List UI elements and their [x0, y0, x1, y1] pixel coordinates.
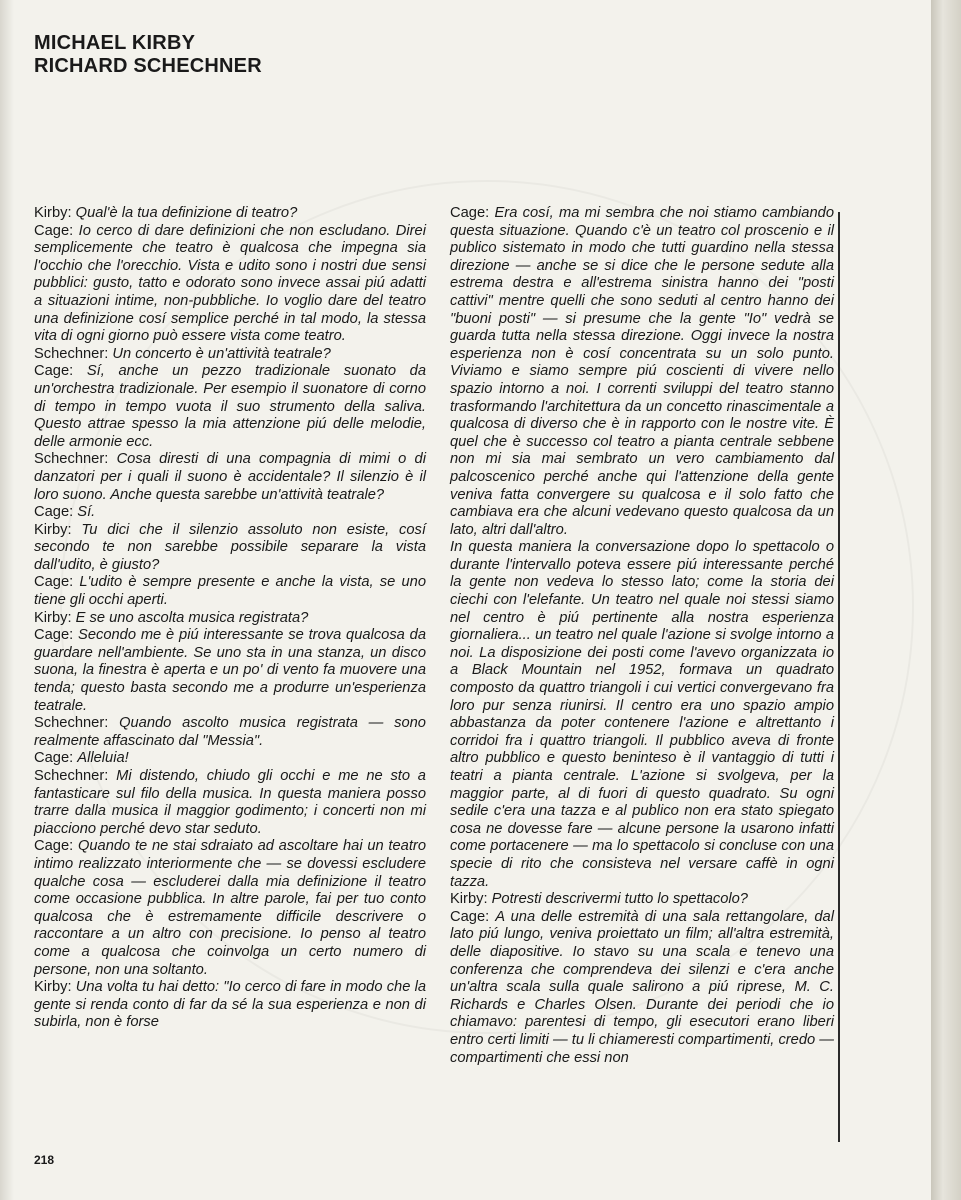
- dialogue-text: In questa maniera la conversazione dopo lo spettacolo o durante l'intervallo poteva essere piú interessante perché la gente non vedeva lo stesso lato; come la storia dei ciechi con l'elefante. Un teatro nel quale noi stessi siamo nel centro è piú pertinente alla nostra esperienza giornaliera... un teatro nel quale l'azione si svolge intorno a noi. La disposizione dei posti come l'avevo organizzata io a Black Mountain nel 1952, formava un quadrato composto da quattro triangoli i cui vertici convergevano fra loro pur senza riunirsi. Il centro era uno spazio ampio abbastanza da poter contenere l'azione e altrettanto i corridoi fra i quattro triangoli. Il pubblico aveva di fronte altro pubblico e questo beninteso è il vantaggio di tutti i teatri a pianta centrale. L'azione si svolgeva, per la maggior parte, al di fuori di questo quadrato. Su ogni sedile c'era una tazza e al publico non era stato spiegato cosa ne dovesse fare — alcune persone la usarono infatti come portacenere — ma lo spettacolo si concluse con una specie di rito che consisteva nel versare caffè in ogni tazza.: [450, 539, 834, 890]
- dialogue-paragraph: [450, 539, 834, 891]
- dialogue-paragraph: [34, 363, 426, 451]
- speaker-name: Kirby:: [34, 979, 72, 996]
- dialogue-paragraph: [34, 979, 426, 1032]
- speaker-name: Schechner:: [34, 451, 109, 468]
- author-name: RICHARD SCHECHNER: [34, 55, 262, 77]
- dialogue-paragraph: [34, 504, 426, 522]
- speaker-name: Cage:: [450, 908, 490, 925]
- dialogue-text: Quando ascolto musica registrata — sono realmente affascinato dal "Messia".: [34, 715, 426, 749]
- dialogue-paragraph: [34, 610, 426, 628]
- dialogue-text: Secondo me è piú interessante se trova qualcosa da guardare nell'ambiente. Se uno sta in una stanza, un disco suona, la finestra è aperta e un po' di vento fa muovere una tenda; questo basta secondo me a produrre un'esperienza teatrale.: [34, 627, 427, 714]
- speaker-name: Cage:: [450, 205, 490, 221]
- dialogue-text: Quando te ne stai sdraiato ad ascoltare hai un teatro intimo realizzato interiormente che — se dovessi escludere qualche cosa — escluderei dalla mia definizione il teatro come occasione pubblica. In altre parole, fai per tuo conto qualcosa che è estremamente difficile descrivere o raccontare a un altro con precisione. Io penso al teatro come a qualcosa che coinvolga un certo numero di persone, non una soltanto.: [34, 838, 426, 978]
- speaker-name: Cage:: [34, 363, 74, 380]
- dialogue-paragraph: [34, 522, 426, 575]
- dialogue-paragraph: [34, 750, 426, 768]
- dialogue-text: Un concerto è un'attività teatrale?: [112, 345, 331, 362]
- author-name: MICHAEL KIRBY: [34, 32, 196, 54]
- dialogue-paragraph: [34, 627, 426, 715]
- dialogue-text: Una volta tu hai detto: "Io cerco di fare in modo che la gente si renda conto di far da sé la sua esperienza e non di subirla, non è forse: [34, 979, 426, 1031]
- right-text-column: [450, 205, 834, 1067]
- left-text-column: [34, 205, 426, 1032]
- dialogue-paragraph: [34, 223, 426, 346]
- dialogue-paragraph: [450, 205, 834, 539]
- dialogue-text: Alleluia!: [77, 750, 129, 767]
- speaker-name: Kirby:: [34, 609, 72, 626]
- speaker-name: Schechner:: [34, 345, 109, 362]
- speaker-name: Kirby:: [34, 521, 72, 538]
- speaker-name: Cage:: [34, 222, 74, 239]
- dialogue-text: Mi distendo, chiudo gli occhi e me ne sto a fantasticare sul filo della musica. In questa maniera posso trarre dalla musica il maggior godimento; i concerti non mi piacciono perché devo star seduto.: [34, 768, 426, 837]
- speaker-name: Cage:: [34, 574, 74, 591]
- dialogue-paragraph: [34, 768, 426, 838]
- speaker-name: Cage:: [34, 838, 74, 855]
- speaker-name: Schechner:: [34, 715, 109, 732]
- speaker-name: Kirby:: [450, 891, 488, 908]
- dialogue-text: Sí.: [77, 504, 96, 521]
- dialogue-text: Qual'è la tua definizione di teatro?: [75, 205, 298, 221]
- dialogue-paragraph: [34, 451, 426, 504]
- speaker-name: Cage:: [34, 504, 74, 521]
- page-spine-shadow: [0, 0, 14, 1200]
- dialogue-paragraph: [34, 715, 426, 750]
- column-rule: [838, 212, 840, 1142]
- speaker-name: Schechner:: [34, 768, 109, 784]
- speaker-name: Cage:: [34, 627, 74, 644]
- dialogue-paragraph: [34, 205, 426, 223]
- dialogue-paragraph: [450, 891, 834, 909]
- dialogue-paragraph: [34, 838, 426, 979]
- authors-heading: [34, 32, 262, 78]
- next-page-edge: [931, 0, 961, 1200]
- speaker-name: Cage:: [34, 750, 74, 767]
- dialogue-text: Potresti descrivermi tutto lo spettacolo?: [491, 891, 748, 908]
- dialogue-paragraph: [450, 909, 834, 1067]
- dialogue-text: L'udito è sempre presente e anche la vista, se uno tiene gli occhi aperti.: [34, 574, 426, 609]
- dialogue-paragraph: [34, 346, 426, 364]
- dialogue-text: Cosa diresti di una compagnia di mimi o di danzatori per i quali il suono è accidentale? Il silenzio è il loro suono. Anche questa sarebbe un'attività teatrale?: [34, 451, 426, 503]
- page-number: 218: [34, 1153, 55, 1167]
- dialogue-text: Tu dici che il silenzio assoluto non esiste, cosí secondo te non sarebbe possibile separare la vista dall'udito, è giusto?: [34, 521, 426, 573]
- dialogue-text: Io cerco di dare definizioni che non escludano. Direi semplicemente che teatro è qualcosa che impegna sia l'occhio che l'orecchio. Vista e udito sono i nostri due sensi pubblici: gusto, tatto e odorato sono invece assai piú adatti a situazioni intime, non-pubbliche. Io voglio dare del teatro una definizione cosí semplice perché in tal modo, la stessa vita di ogni giorno può essere vista come teatro.: [34, 222, 426, 345]
- dialogue-text: A una delle estremità di una sala rettangolare, dal lato piú lungo, veniva proiettato un film; all'altra estremità, delle diapositive. Io stavo su una scala e tenevo una conferenza che comprendeva dei silenzi e c'era anche un'altra scala sulla quale salirono a piú riprese, M. C. Richards e Charles Olsen. Durante dei periodi che io chiamavo: parentesi di tempo, gli esecutori erano liberi entro certi limiti — tu li chiameresti compartimenti, credo — compartimenti che essi non: [450, 908, 834, 1066]
- dialogue-text: E se uno ascolta musica registrata?: [75, 609, 309, 626]
- speaker-name: Kirby:: [34, 205, 72, 221]
- dialogue-paragraph: [34, 574, 426, 609]
- dialogue-text: Era cosí, ma mi sembra che noi stiamo cambiando questa situazione. Quando c'è un teatro col proscenio e il publico sistemato in modo che tutti guardino nella stessa direzione — anche se si dice che le persone sedute alla estrema destra e all'estrema sinistra hanno dei "posti cattivi" mentre quelli che sono seduti al centro hanno dei "buoni posti" — si presume che la gente "Io" vedrà se guarda tutta nella stessa direzione. Oggi invece la nostra esperienza non è cosí concentrata su un solo punto. Viviamo e siamo sempre piú coscienti di vivere nello spazio intorno a noi. I correnti sviluppi del teatro stanno trasformando l'architettura da un concetto rinascimentale a qualcosa di diverso che è in rapporto con le nostre vite. È quel che è successo col teatro a pianta centrale sebbene non mi sia mai sembrato un vero cambiamento dal palcoscenico perché anche qui l'attenzione della gente veniva fatta convergere su qualcosa e il solo fatto che cambiava era che alcuni vedevano questo qualcosa da un lato, altri dall'altro.: [450, 205, 834, 538]
- dialogue-text: Sí, anche un pezzo tradizionale suonato da un'orchestra tradizionale. Per esempio il suonatore di corno di tempo in tempo vuota il suo strumento della saliva. Questo attrae spesso la mia attenzione piú delle melodie, delle armonie ecc.: [34, 363, 426, 450]
